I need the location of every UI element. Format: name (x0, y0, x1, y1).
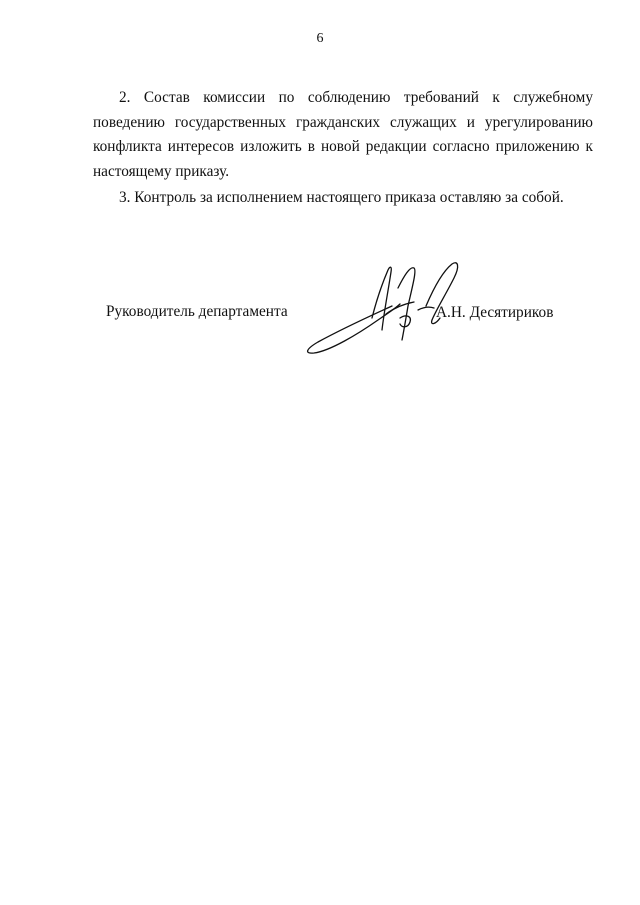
paragraph-item-3: 3. Контроль за исполнением настоящего приказа оставляю за собой. (119, 189, 564, 206)
signature-block (0, 0, 640, 400)
paragraph-item-2: 2. Состав комиссии по соблюдению требований к служебному поведению государственных гражданских служащих и урегулированию конфликта интересов изложить в новой редакции согласно приложению к настоящему приказу. (93, 89, 593, 180)
page-number: 6 (316, 31, 324, 46)
signatory-position: Руководитель департамента (106, 303, 288, 320)
signatory-name: А.Н. Десятириков (436, 304, 554, 321)
